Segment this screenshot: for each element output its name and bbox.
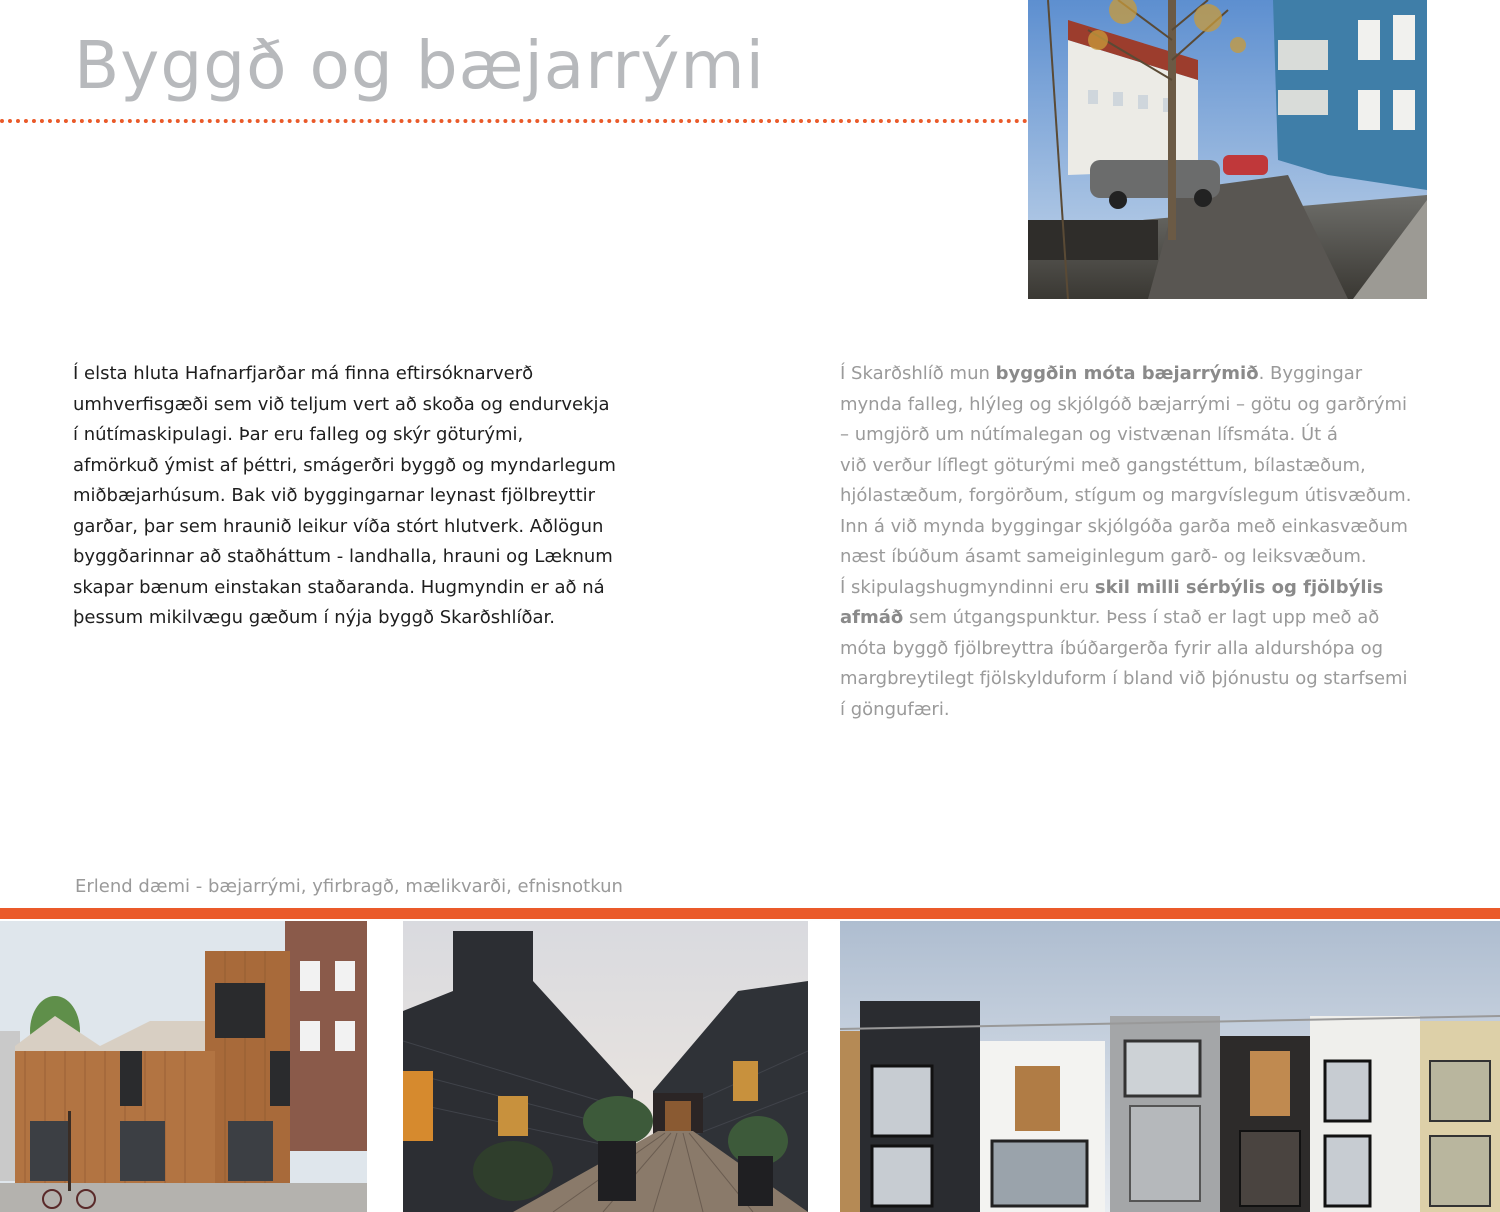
text-line: í nútímaskipulagi. Þar eru falleg og skýr göturými, (73, 424, 524, 445)
courtyard-photo (403, 921, 808, 1212)
text-line: í göngufæri. (840, 698, 950, 720)
townhouse-facades-photo (840, 921, 1500, 1212)
text-line: hjólastæðum, forgörðum, stígum og margvíslegum útisvæðum. (840, 485, 1412, 506)
text-line: næst íbúðum ásamt sameiginlegum garð- og leiksvæðum. (840, 546, 1367, 567)
text-line: garðar, þar sem hraunið leikur víða stórt hlutverk. Aðlögun (73, 515, 604, 537)
intro-text-left (73, 359, 653, 634)
bold-phrase: byggðin móta bæjarrýmið (995, 363, 1259, 384)
orange-divider-bar (0, 908, 1500, 919)
title-dotted-rule (0, 119, 1028, 123)
text-line: margbreytilegt fjölskylduform í bland við þjónustu og starfsemi (840, 668, 1408, 689)
bold-phrase: afmáð (840, 607, 904, 628)
text-run: . Byggingar (1258, 363, 1363, 384)
text-line: afmörkuð ýmist af þéttri, smágerðri byggð og myndarlegum (73, 454, 616, 476)
intro-text-right (840, 359, 1440, 725)
wooden-houses-photo (0, 921, 367, 1212)
text-line: mynda falleg, hlýleg og skjólgóð bæjarrými – götu og garðrými (840, 393, 1408, 415)
text-line: þessum mikilvægu gæðum í nýja byggð Skarðshlíðar. (73, 607, 556, 628)
text-run: Í Skarðshlíð mun (840, 363, 996, 384)
text-line: byggðarinnar að staðháttum - landhalla, hrauni og Læknum (73, 546, 613, 567)
text-line: – umgjörð um nútímalegan og vistvænan lífsmáta. Út á (840, 424, 1338, 445)
text-line (840, 359, 1440, 390)
street-scene-photo (1028, 0, 1427, 299)
text-line: Inn á við mynda byggingar skjólgóða garða með einkasvæðum (840, 515, 1408, 537)
text-line: móta byggð fjölbreyttra íbúðargerða fyrir alla aldurshópa og (840, 637, 1384, 659)
text-line: Í elsta hluta Hafnarfjarðar má finna eftirsóknarverð (73, 363, 534, 384)
text-run: Í skipulagshugmyndinni eru (840, 576, 1095, 598)
bold-phrase: skil milli sérbýlis og fjölbýlis (1094, 576, 1384, 598)
examples-caption: Erlend dæmi - bæjarrými, yfirbragð, mælikvarði, efnisnotkun (75, 876, 623, 897)
text-line: við verður líflegt göturými með gangstéttum, bílastæðum, (840, 454, 1366, 476)
text-line: miðbæjarhúsum. Bak við byggingarnar leynast fjölbreyttir (73, 485, 596, 506)
text-run: sem útgangspunktur. Þess í stað er lagt upp með að (903, 607, 1380, 628)
text-line (840, 573, 1440, 604)
text-line (840, 603, 1440, 634)
page-title: Byggð og bæjarrými (74, 27, 766, 104)
text-line: skapar bænum einstakan staðaranda. Hugmyndin er að ná (73, 576, 605, 598)
text-line: umhverfisgæði sem við teljum vert að skoða og endurvekja (73, 393, 610, 415)
